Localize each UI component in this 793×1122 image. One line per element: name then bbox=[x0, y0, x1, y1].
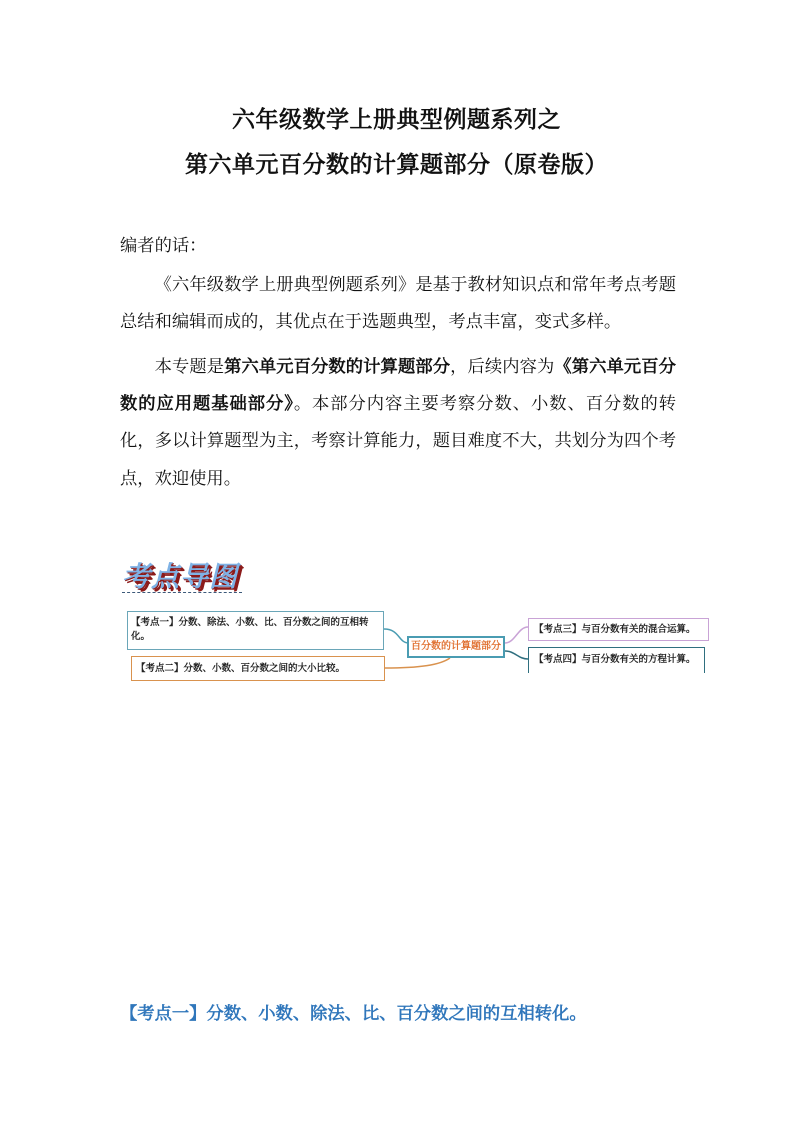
intro-paragraph-2 bbox=[120, 349, 676, 498]
p2-bold-topic: 第六单元百分数的计算题部分 bbox=[224, 357, 451, 377]
editor-note-label: 编者的话： bbox=[120, 236, 207, 256]
p2-bold-next-topic: 《第六单元百分数的应用题基础部分》 bbox=[120, 357, 676, 415]
mindmap-section-header bbox=[120, 553, 245, 597]
p2-text-1: 本专题是 bbox=[154, 357, 225, 377]
document-title-line-2: 第六单元百分数的计算题部分（原卷版） bbox=[185, 152, 608, 178]
mindmap-node-kaodian-2: 【考点二】分数、小数、百分数之间的大小比较。 bbox=[131, 656, 385, 681]
mindmap-center-node: 百分数的计算题部分 bbox=[407, 636, 505, 658]
kaodian-1-heading: 【考点一】分数、小数、除法、比、百分数之间的互相转化。 bbox=[120, 1004, 587, 1024]
p2-text-3: 。本部分内容主要考察分数、小数、百分数的转化，多以计算题型为主，考察计算能力，题目难度不大，共划分为四个考点，欢迎使用。 bbox=[120, 394, 676, 489]
mindmap-node-kaodian-4: 【考点四】与百分数有关的方程计算。 bbox=[528, 647, 705, 673]
section-header-underline bbox=[122, 592, 242, 593]
p2-text-2: ，后续内容为 bbox=[450, 357, 555, 377]
section-header-text: 考点导图 bbox=[122, 560, 239, 593]
mindmap-node-kaodian-1: 【考点一】分数、除法、小数、比、百分数之间的互相转化。 bbox=[127, 611, 384, 650]
mind-map bbox=[120, 605, 720, 685]
document-title-line-1: 六年级数学上册典型例题系列之 bbox=[232, 107, 561, 133]
intro-paragraph-1: 《六年级数学上册典型例题系列》是基于教材知识点和常年考点考题总结和编辑而成的，其优点在于选题典型，考点丰富，变式多样。 bbox=[120, 275, 676, 333]
mindmap-node-kaodian-3: 【考点三】与百分数有关的混合运算。 bbox=[528, 618, 709, 641]
